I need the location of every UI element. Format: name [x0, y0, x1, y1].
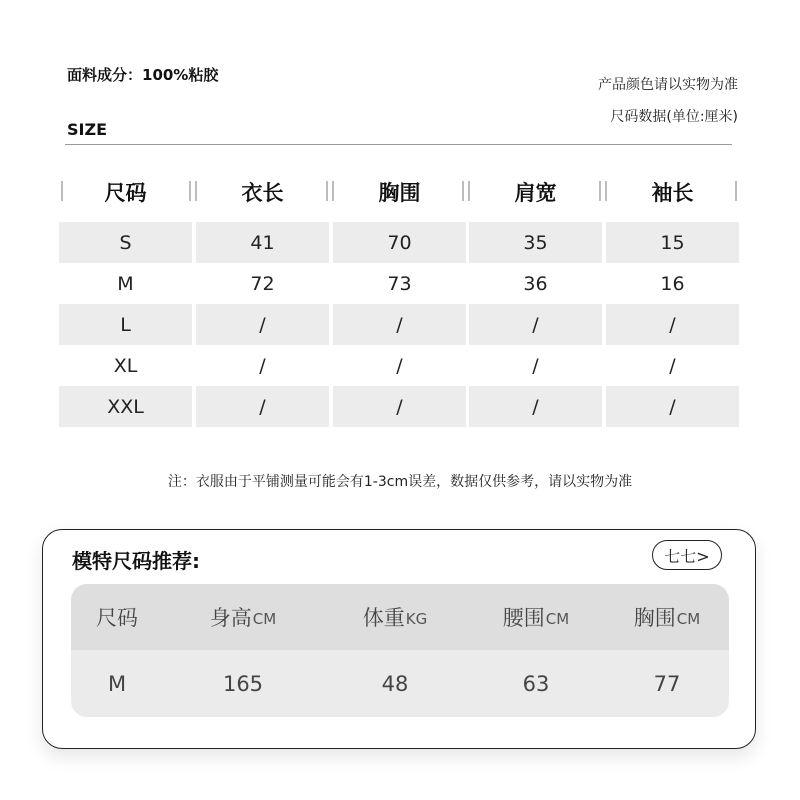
table-cell: S — [59, 222, 192, 263]
column-header-chest: 胸围 — [378, 181, 421, 205]
size-heading: SIZE — [67, 120, 108, 139]
table-cell: 73 — [387, 272, 412, 295]
table-cell: XXL — [59, 386, 192, 427]
measurement-note: 注：衣服由于平铺测量可能会有1-3cm误差，数据仅供参考，请以实物为准 — [167, 474, 633, 490]
table-cell: 35 — [469, 222, 602, 263]
model-col-chest: 胸围 CM — [633, 606, 701, 630]
table-cell: 36 — [523, 272, 548, 295]
table-cell: L — [59, 304, 192, 345]
table-cell: / — [532, 354, 539, 377]
column-separator — [735, 181, 744, 201]
fabric-composition: 面料成分：100%粘胶 — [67, 66, 219, 84]
unit-note: 尺码数据(单位:厘米) — [610, 109, 738, 125]
model-card-title: 模特尺码推荐: — [72, 549, 200, 573]
table-row — [59, 345, 739, 386]
model-col-waist: 腰围 CM — [502, 606, 570, 630]
table-cell: / — [669, 354, 676, 377]
table-cell: / — [333, 386, 466, 427]
table-cell: / — [606, 386, 739, 427]
table-row — [59, 386, 739, 427]
column-header-sleeve: 袖长 — [651, 181, 694, 205]
size-table — [59, 222, 739, 427]
table-cell: / — [606, 304, 739, 345]
table-row — [59, 263, 739, 304]
table-row — [59, 222, 739, 263]
model-value-height: 165 — [222, 671, 264, 696]
column-header-size: 尺码 — [104, 181, 147, 205]
model-value-chest: 77 — [653, 671, 681, 696]
table-cell: / — [196, 386, 329, 427]
table-cell: / — [196, 304, 329, 345]
table-cell: / — [259, 354, 266, 377]
column-header-shoulder: 肩宽 — [514, 181, 557, 205]
color-disclaimer: 产品颜色请以实物为准 — [598, 77, 738, 93]
table-row — [59, 304, 739, 345]
table-cell: 16 — [660, 272, 685, 295]
model-stats-table — [71, 584, 729, 717]
model-col-height: 身高 CM — [209, 606, 277, 630]
model-value-size: M — [107, 671, 127, 696]
table-cell: 70 — [333, 222, 466, 263]
table-cell: M — [117, 272, 134, 295]
size-table-header — [59, 172, 739, 212]
model-value-waist: 63 — [522, 671, 550, 696]
model-col-weight: 体重 KG — [362, 606, 428, 630]
model-col-size: 尺码 — [96, 606, 138, 630]
table-cell: / — [469, 304, 602, 345]
column-header-length: 衣长 — [241, 181, 284, 205]
table-cell: 41 — [196, 222, 329, 263]
table-cell: 72 — [250, 272, 275, 295]
table-cell: XL — [113, 354, 138, 377]
divider — [65, 144, 732, 145]
table-cell: / — [469, 386, 602, 427]
table-cell: / — [333, 304, 466, 345]
model-name-tag[interactable]: 七七> — [652, 540, 722, 570]
table-cell: / — [396, 354, 403, 377]
table-cell: 15 — [606, 222, 739, 263]
model-value-weight: 48 — [381, 671, 409, 696]
